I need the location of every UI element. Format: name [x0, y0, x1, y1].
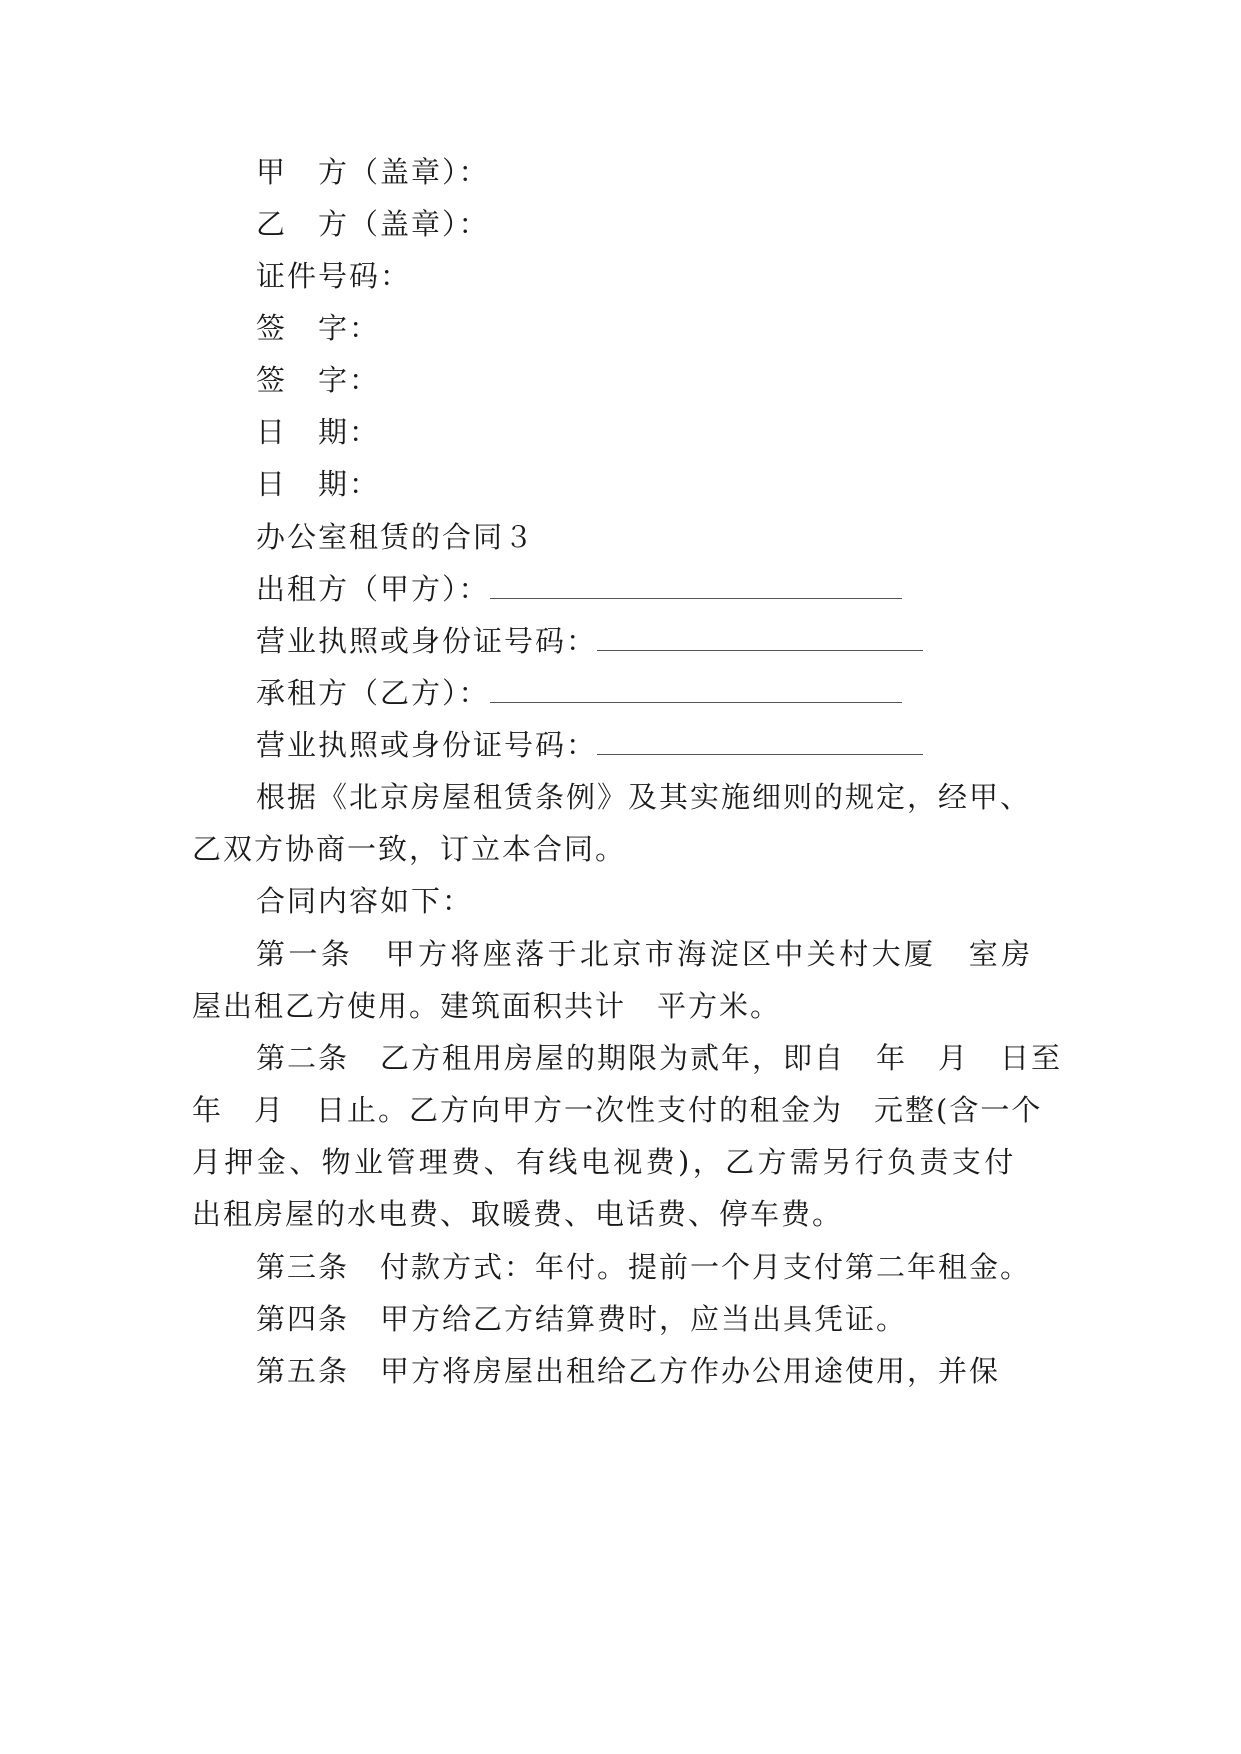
sign-line-2: 签 字： — [256, 363, 381, 397]
lessee-id-row — [256, 725, 1052, 765]
sign-line-1: 签 字： — [256, 311, 381, 345]
id-number-line: 证件号码： — [256, 259, 412, 293]
article-4: 第四条 甲方给乙方结算费时，应当出具凭证。 — [256, 1302, 908, 1336]
lessor-id-row — [256, 621, 1052, 661]
party-b-seal-line: 乙 方（盖章）： — [256, 207, 490, 241]
date-line-1: 日 期： — [256, 415, 381, 449]
content-intro: 合同内容如下： — [256, 884, 474, 918]
lessor-row — [256, 569, 1052, 609]
article-3: 第三条 付款方式：年付。提前一个月支付第二年租金。 — [256, 1250, 1032, 1284]
article-2-line-2: 年 月 日止。乙方向甲方一次性支付的租金为 元整(含一个 — [192, 1093, 1043, 1127]
lessee-label: 承租方（乙方）： — [256, 676, 490, 710]
lessee-row — [256, 673, 1052, 713]
preamble-line-1: 根据《北京房屋租赁条例》及其实施细则的规定，经甲、 — [256, 780, 1032, 814]
lessee-id-blank — [597, 728, 923, 755]
lessee-blank — [490, 676, 902, 703]
article-2-line-1: 第二条 乙方租用房屋的期限为贰年，即自 年 月 日至 — [256, 1041, 1063, 1075]
party-a-seal-line: 甲 方（盖章）： — [256, 155, 490, 189]
article-5-line-1: 第五条 甲方将房屋出租给乙方作办公用途使用，并保 — [256, 1354, 1001, 1388]
article-2-line-4: 出租房屋的水电费、取暖费、电话费、停车费。 — [192, 1197, 844, 1231]
article-1-line-1: 第一条 甲方将座落于北京市海淀区中关村大厦 室房 — [256, 937, 1034, 971]
contract-title: 办公室租赁的合同３ — [256, 520, 536, 554]
date-line-2: 日 期： — [256, 467, 381, 501]
preamble-line-2: 乙双方协商一致，订立本合同。 — [192, 832, 627, 866]
article-1-line-2: 屋出租乙方使用。建筑面积共计 平方米。 — [192, 989, 782, 1023]
lessor-id-blank — [597, 624, 923, 651]
lessor-id-label: 营业执照或身份证号码： — [256, 624, 598, 658]
lessor-label: 出租方（甲方）： — [256, 572, 490, 606]
article-2-line-3: 月押金、物业管理费、有线电视费)，乙方需另行负责支付 — [192, 1145, 1017, 1179]
lessee-id-label: 营业执照或身份证号码： — [256, 728, 598, 762]
lessor-blank — [490, 572, 902, 599]
